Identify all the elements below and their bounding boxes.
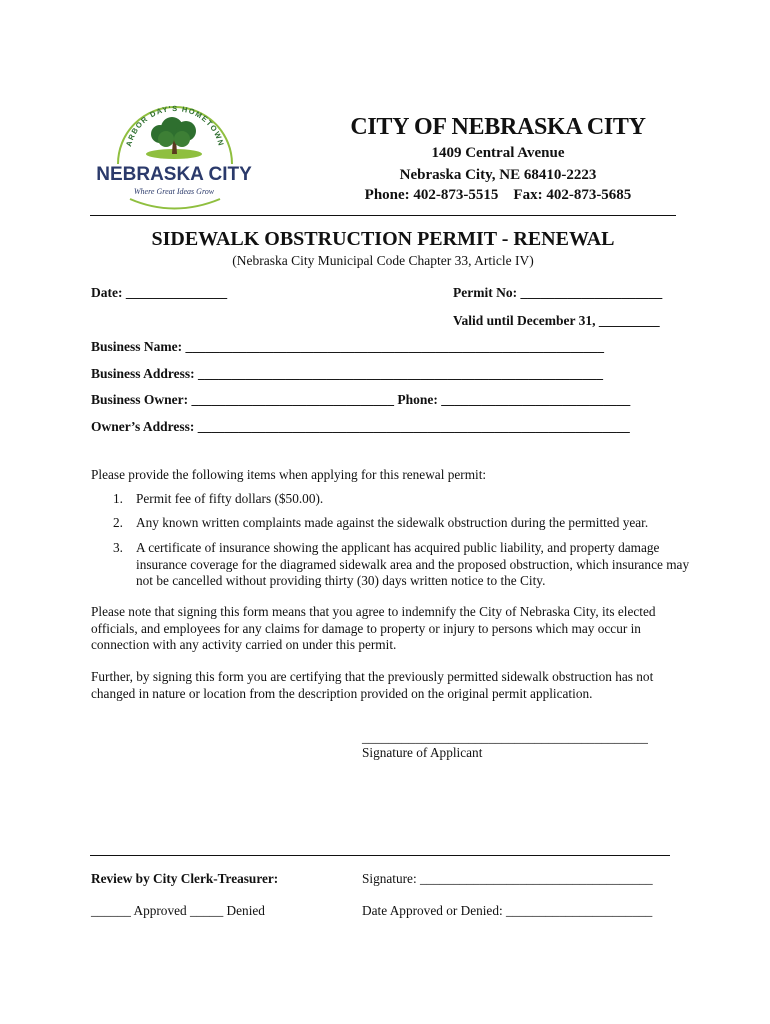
applicant-signature-line[interactable]: ___________________________________________	[362, 730, 648, 745]
list-number: 2.	[113, 515, 123, 530]
list-text: Permit fee of fifty dollars ($50.00).	[136, 491, 324, 506]
certify-note: Further, by signing this form you are certifying that the previously permitted sidewalk obstruction has not changed in nature or location from the description provided on the original permit application.	[91, 669, 654, 701]
clerk-signature-field[interactable]: Signature: ___________________________________	[362, 871, 653, 886]
owner-address-field[interactable]: Owner’s Address: ________________________________________________________________	[91, 419, 630, 434]
city-logo	[88, 98, 258, 216]
header-divider	[90, 215, 676, 216]
address-line-1: 1409 Central Avenue	[431, 145, 565, 161]
permit-number-field[interactable]: Permit No: _____________________	[453, 285, 663, 300]
valid-until-field[interactable]: Valid until December 31, _________	[453, 313, 660, 328]
intro-text: Please provide the following items when applying for this renewal permit:	[91, 467, 487, 482]
form-title: SIDEWALK OBSTRUCTION PERMIT - RENEWAL	[151, 228, 615, 250]
city-title: CITY OF NEBRASKA CITY	[350, 114, 646, 140]
phone-fax: Phone: 402-873-5515 Fax: 402-873-5685	[364, 187, 632, 203]
business-name-field[interactable]: Business Name: ______________________________________________________________	[91, 339, 605, 354]
address-line-2: Nebraska City, NE 68410-2223	[399, 167, 597, 183]
list-text: Any known written complaints made against the sidewalk obstruction during the permitted year.	[136, 515, 649, 530]
form-subtitle: (Nebraska City Municipal Code Chapter 33, Article IV)	[232, 253, 534, 268]
logo-swoosh	[130, 199, 220, 209]
list-number: 3.	[113, 540, 123, 555]
logo-arc-text: ARBOR DAY'S HOMETOWN	[124, 103, 226, 148]
business-address-field[interactable]: Business Address: ____________________________________________________________	[91, 366, 604, 381]
list-number: 1.	[113, 491, 123, 506]
business-owner-phone-field[interactable]: Business Owner: ______________________________ Phone: ____________________________	[91, 392, 631, 407]
review-label: Review by City Clerk-Treasurer:	[91, 871, 279, 886]
review-divider	[90, 855, 670, 856]
indemnify-note: Please note that signing this form means that you agree to indemnify the City of Nebraska City, its elected officials, and employees for any claims for damage to property or injury to persons which may occur in connection with any activity carried on under this permit.	[91, 604, 656, 652]
logo-name: NEBRASKA CITY	[96, 164, 252, 185]
approved-denied-field[interactable]: ______ Approved _____ Denied	[91, 903, 265, 918]
list-text: A certificate of insurance showing the applicant has acquired public liability, and property damage insurance coverage for the diagramed sidewalk area and the proposed obstruction, which insurance may not be cancelled without providing thirty (30) days written notice to the City.	[136, 540, 690, 588]
logo-tagline: Where Great Ideas Grow	[133, 187, 215, 196]
applicant-signature-label: Signature of Applicant	[362, 745, 483, 760]
date-approved-field[interactable]: Date Approved or Denied: ______________________	[362, 903, 653, 918]
date-field[interactable]: Date: _______________	[91, 285, 228, 300]
